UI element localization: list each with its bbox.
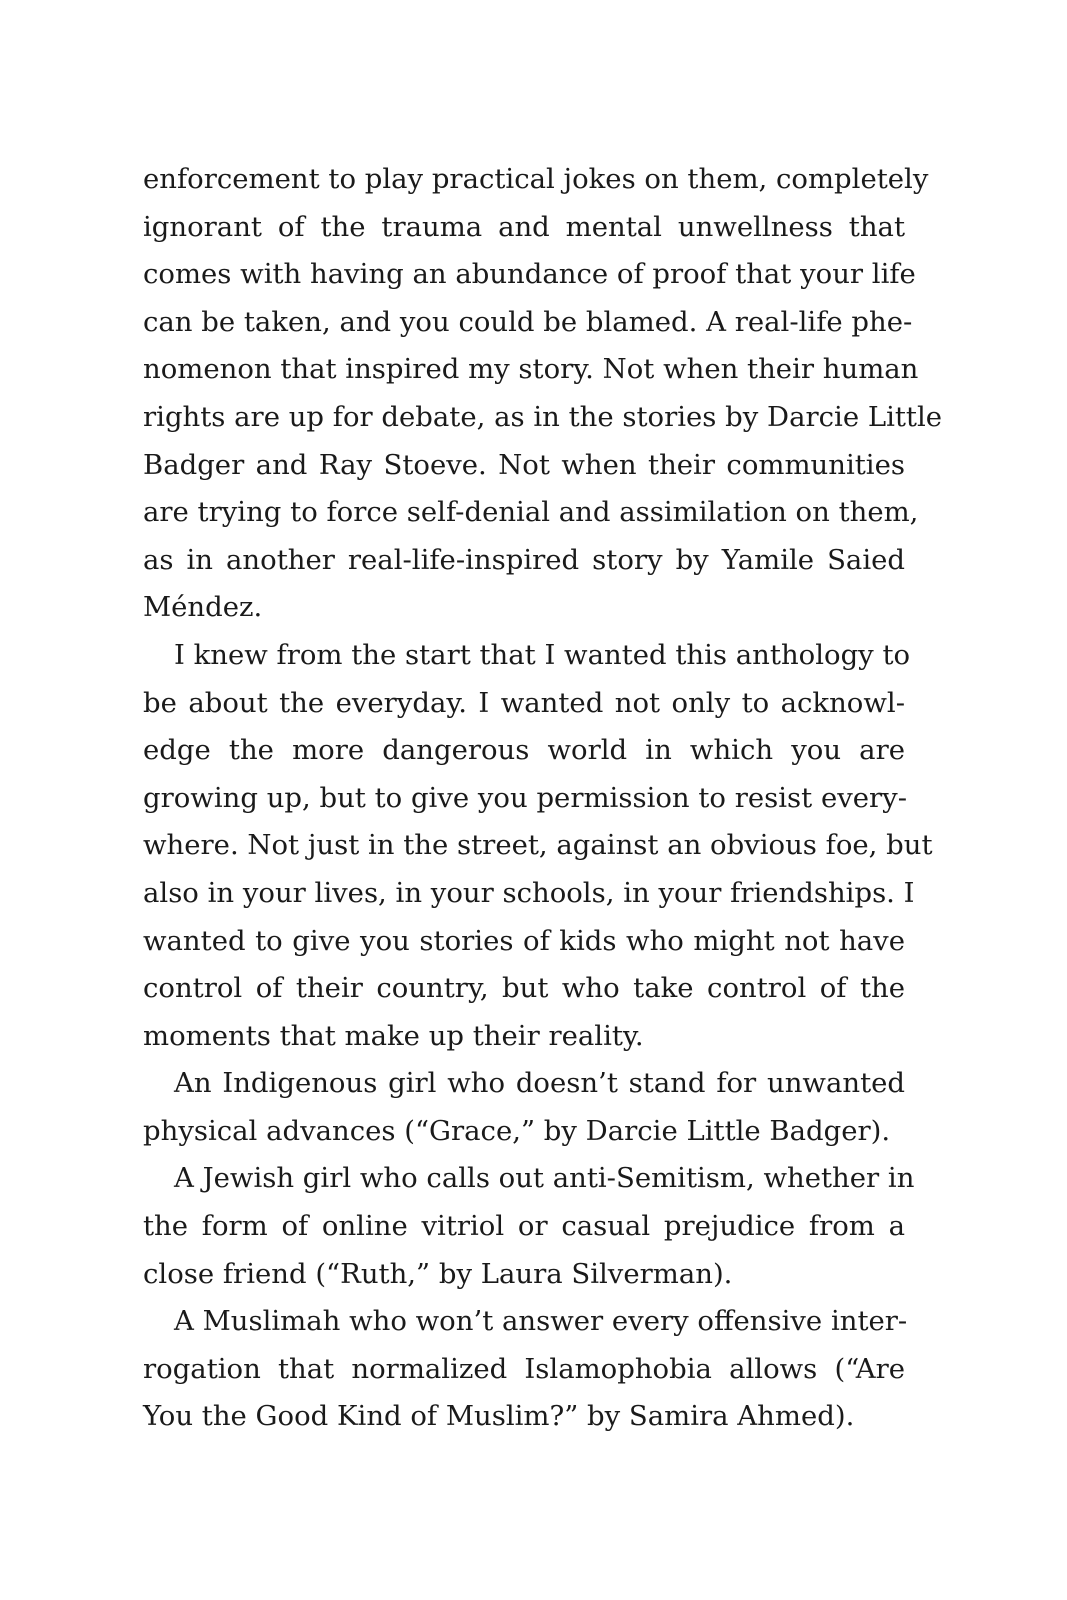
text-line: rogation that normalized Islamophobia allows (“Are [143,1352,905,1385]
text-line: ignorant of the trauma and mental unwellness that [143,210,905,243]
text-line: as in another real-life-inspired story by Yamile Saied [143,543,905,576]
text-line: moments that make up their reality. [143,1019,644,1052]
text-line: A Jewish girl who calls out anti-Semitism, whether in [174,1162,915,1195]
text-line: growing up, but to give you permission to resist every- [143,781,908,814]
paragraph [143,1155,915,1298]
paragraph [143,1298,908,1441]
text-line: rights are up for debate, as in the stories by Darcie Little [143,400,943,433]
text-line: edge the more dangerous world in which you are [143,734,905,767]
text-line: also in your lives, in your schools, in your friendships. I [143,876,915,909]
text-line: close friend (“Ruth,” by Laura Silverman). [143,1257,733,1290]
text-line: A Muslimah who won’t answer every offensive inter- [174,1305,908,1338]
text-line: enforcement to play practical jokes on them, completely [143,163,929,195]
text-line: Badger and Ray Stoeve. Not when their communities [143,448,905,481]
book-page [143,156,943,1441]
paragraph [143,1060,905,1155]
text-line: where. Not just in the street, against an obvious foe, but [143,829,933,862]
text-line: the form of online vitriol or casual prejudice from a [143,1210,905,1243]
paragraph [143,632,933,1060]
paragraph [143,156,943,632]
text-line: control of their country, but who take control of the [143,972,905,1005]
text-line: I knew from the start that I wanted this anthology to [174,638,911,671]
text-line: be about the everyday. I wanted not only to acknowl- [143,686,905,719]
text-line: comes with having an abundance of proof that your life [143,258,916,291]
text-line: are trying to force self-denial and assimilation on them, [143,496,919,529]
text-line: An Indigenous girl who doesn’t stand for unwanted [174,1067,905,1100]
text-line: physical advances (“Grace,” by Darcie Little Badger). [143,1114,891,1147]
text-line: You the Good Kind of Muslim?” by Samira Ahmed). [143,1400,855,1433]
text-line: wanted to give you stories of kids who might not have [143,924,905,957]
text-line: nomenon that inspired my story. Not when their human [143,353,919,386]
text-line: Méndez. [143,591,263,624]
text-line: can be taken, and you could be blamed. A real-life phe- [143,305,913,338]
